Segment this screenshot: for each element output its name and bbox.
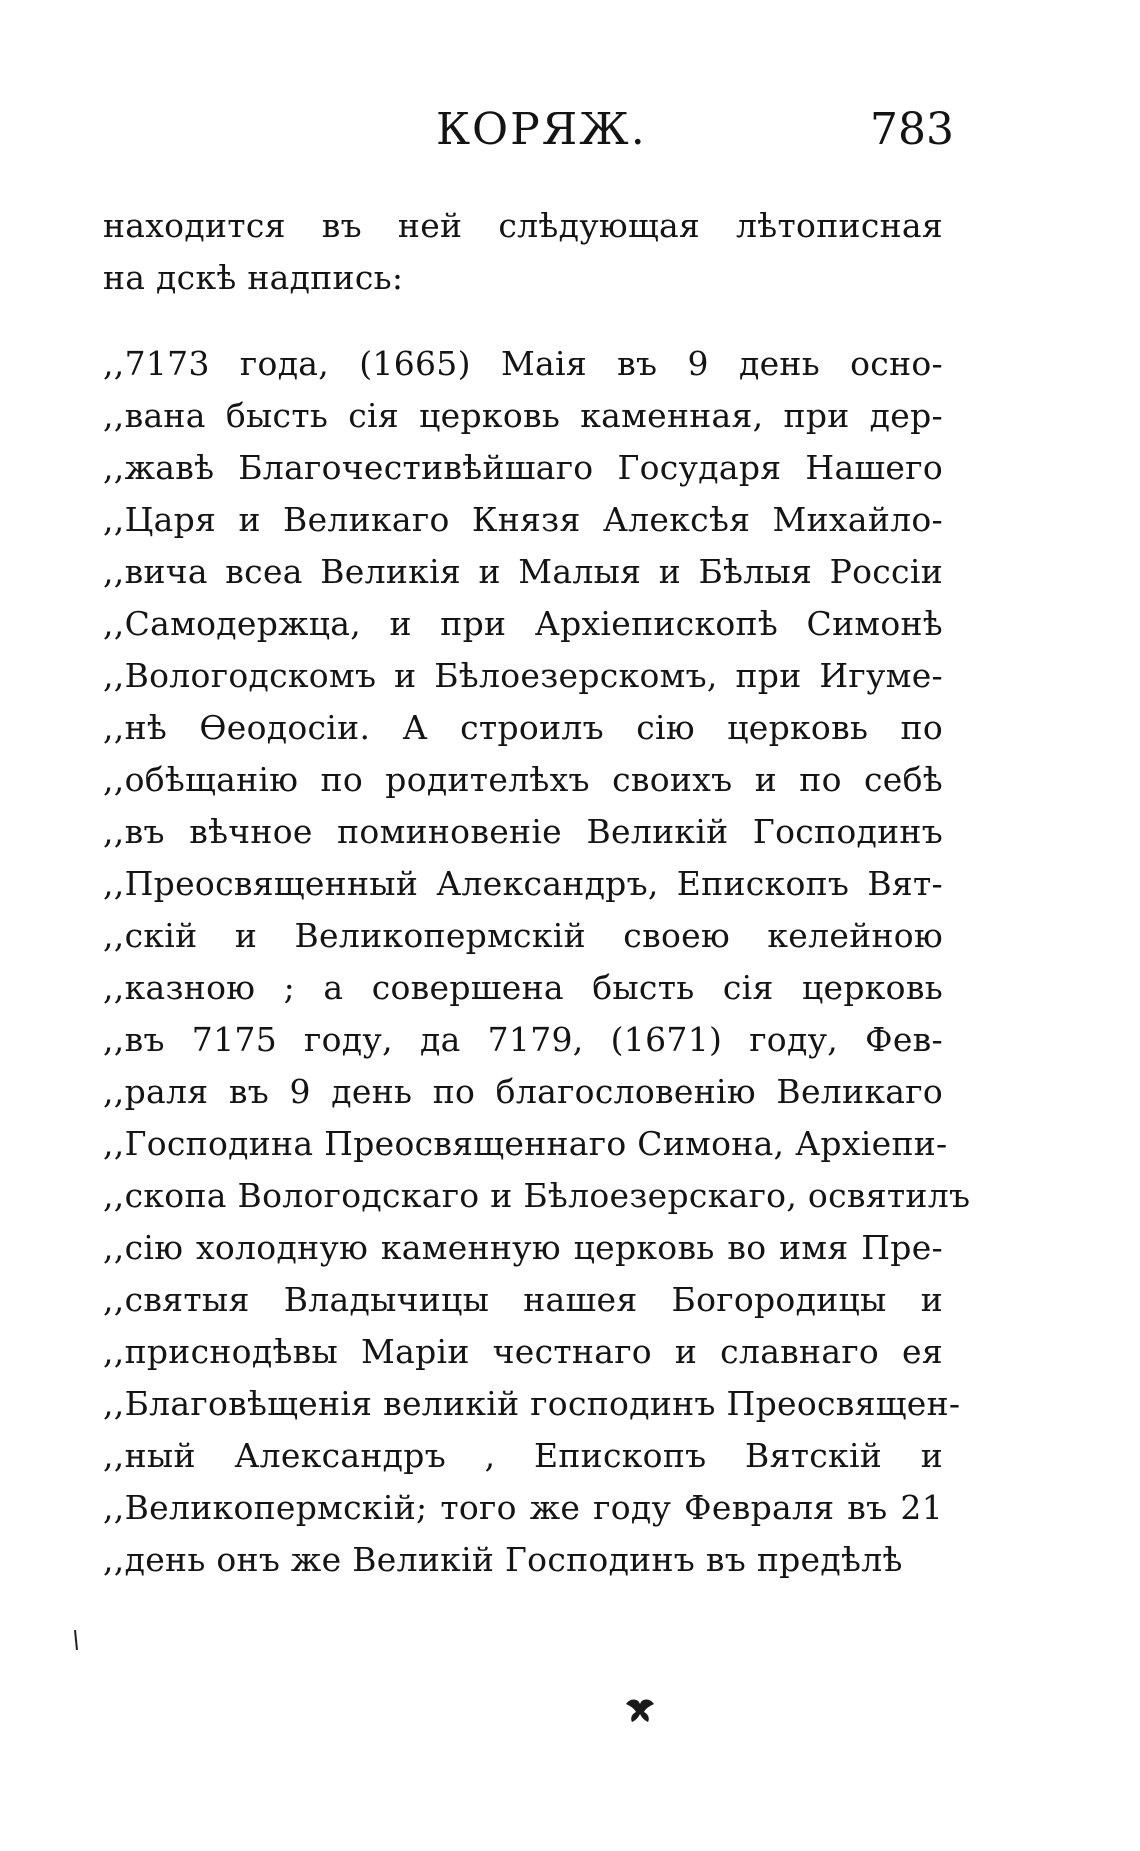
inscription-line: ,,Благовѣщенія великій господинъ Преосвящен- xyxy=(103,1384,961,1423)
inscription-line: ,,Господина Преосвященнаго Симона, Архіепи- xyxy=(103,1124,948,1163)
inscription-line: ,,раля въ 9 день по благословенію Великаго xyxy=(103,1072,943,1111)
inscription-line: ,,ный Александръ , Епископъ Вятскій и xyxy=(103,1436,943,1475)
inscription-line: ,,вана бысть сія церковь каменная, при дер- xyxy=(103,396,943,435)
running-head xyxy=(0,100,1140,160)
inscription-line: ,,скопа Вологодскаго и Бѣлоезерскаго, освятилъ xyxy=(103,1176,971,1215)
body-text xyxy=(103,200,971,1586)
inscription-line: ,,жавѣ Благочестивѣйшаго Государя Нашего xyxy=(103,448,943,487)
text-line: находится въ ней слѣдующая лѣтописная xyxy=(103,206,943,245)
inscription-line: ,,Самодержца, и при Архіепископѣ Симонѣ xyxy=(103,604,943,643)
page-number: 783 xyxy=(870,104,954,155)
margin-mark xyxy=(74,1630,78,1650)
inscription-line: ,,приснодѣвы Маріи честнаго и славнаго ея xyxy=(103,1332,943,1371)
inscription-line: ,,вича всеа Великія и Малыя и Бѣлыя Россіи xyxy=(103,552,943,591)
inscription-line: ,,Вологодскомъ и Бѣлоезерскомъ, при Игуме- xyxy=(103,656,943,695)
inscription-line: ,,святыя Владычицы нашея Богородицы и xyxy=(103,1280,943,1319)
paragraph-gap xyxy=(103,304,943,338)
inscription-line: ,,день онъ же Великій Господинъ въ предѣлѣ xyxy=(103,1540,903,1579)
inscription-line: ,,казною ; а совершена бысть сія церковь xyxy=(103,968,943,1007)
inscription-line: ,,Великопермскій; того же году Февраля въ 21 xyxy=(103,1488,943,1527)
inscription-line: ,,обѣщанію по родителѣхъ своихъ и по себѣ xyxy=(103,760,943,799)
text-line: на дскѣ надпись: xyxy=(103,258,404,297)
inscription-line: ,,7173 года, (1665) Маія въ 9 день осно- xyxy=(103,344,943,383)
inscription-line: ,,Царя и Великаго Князя Алексѣя Михайло- xyxy=(103,500,943,539)
running-title: КОРЯЖ. xyxy=(436,104,647,155)
inscription-line: ,,сію холодную каменную церковь во имя Пре- xyxy=(103,1228,943,1267)
inscription-line: ,,въ 7175 году, да 7179, (1671) году, Фев- xyxy=(103,1020,943,1059)
ornament-icon xyxy=(620,1690,660,1730)
inscription-line: ,,скій и Великопермскій своею келейною xyxy=(103,916,943,955)
inscription-line: ,,Преосвященный Александръ, Епископъ Вят- xyxy=(103,864,943,903)
inscription-line: ,,въ вѣчное поминовеніе Великій Господинъ xyxy=(103,812,943,851)
inscription-line: ,,нѣ Ѳеодосіи. А строилъ сію церковь по xyxy=(103,708,943,747)
